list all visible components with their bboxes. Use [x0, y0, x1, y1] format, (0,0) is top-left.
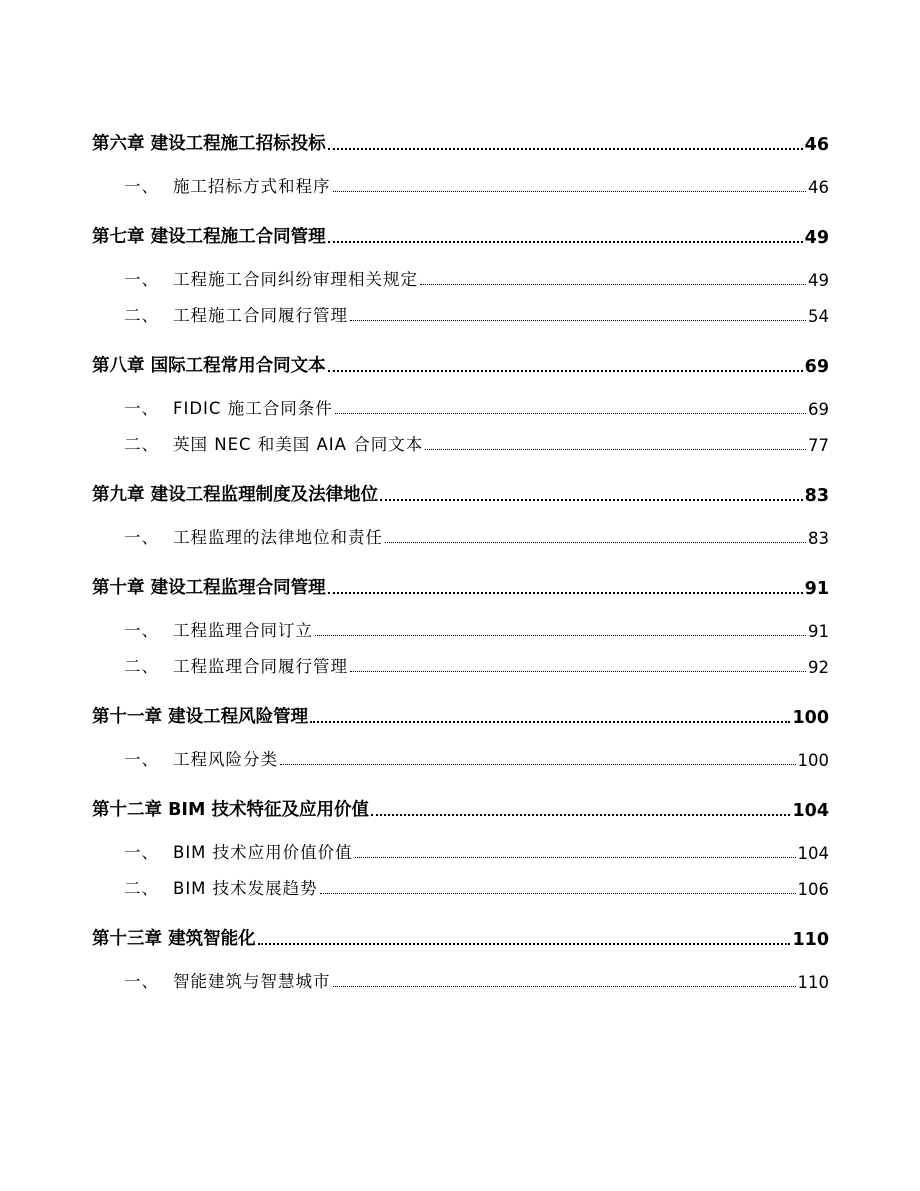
dot-leader	[310, 718, 790, 723]
toc-entry-title: 工程监理合同履行管理	[173, 657, 348, 676]
dot-leader	[333, 188, 807, 192]
toc-entry-title: 工程监理合同订立	[173, 621, 313, 640]
toc-entry-number: 二、	[124, 435, 159, 454]
toc-chapter-entry[interactable]	[92, 560, 829, 599]
dot-leader	[328, 145, 803, 150]
toc-entry-number: 二、	[124, 306, 159, 325]
toc-page-number: 110	[797, 973, 829, 992]
toc-chapter-entry[interactable]	[92, 782, 829, 821]
dot-leader	[355, 854, 796, 858]
toc-section-entry[interactable]	[92, 827, 829, 863]
toc-entry-title: BIM 技术发展趋势	[173, 879, 318, 898]
toc-entry-title: 施工招标方式和程序	[173, 177, 331, 196]
toc-entry-number: 一、	[124, 972, 159, 991]
toc-entry-number: 一、	[124, 399, 159, 418]
toc-entry-number: 二、	[124, 657, 159, 676]
dot-leader	[333, 983, 796, 987]
dot-leader	[335, 410, 806, 414]
toc-entry-title: FIDIC 施工合同条件	[173, 399, 333, 418]
toc-entry-title: 第十二章 BIM 技术特征及应用价值	[92, 800, 369, 820]
dot-leader	[258, 940, 791, 945]
toc-page-number: 100	[792, 708, 829, 728]
toc-page-number: 83	[808, 529, 829, 548]
toc-page-number: 77	[808, 436, 829, 455]
dot-leader	[371, 811, 791, 816]
dot-leader	[380, 496, 803, 501]
toc-entry-title: 第十三章 建筑智能化	[92, 929, 256, 949]
toc-page-number: 100	[797, 751, 829, 770]
dot-leader	[328, 238, 803, 243]
toc-page-number: 106	[797, 880, 829, 899]
dot-leader	[280, 761, 796, 765]
toc-page-number: 49	[808, 271, 829, 290]
dot-leader	[425, 446, 806, 450]
toc-entry-title: BIM 技术应用价值价值	[173, 843, 353, 862]
toc-page-number: 110	[792, 930, 829, 950]
toc-page-number: 104	[797, 844, 829, 863]
toc-entry-number: 一、	[124, 621, 159, 640]
toc-page-number: 49	[804, 228, 829, 248]
toc-entry-title: 第十章 建设工程监理合同管理	[92, 578, 326, 598]
toc-entry-number: 一、	[124, 270, 159, 289]
toc-section-entry[interactable]	[92, 419, 829, 455]
toc-entry-title: 智能建筑与智慧城市	[173, 972, 331, 991]
toc-section-entry[interactable]	[92, 254, 829, 290]
toc-chapter-entry[interactable]	[92, 209, 829, 248]
toc-entry-number: 一、	[124, 843, 159, 862]
toc-section-entry[interactable]	[92, 863, 829, 899]
dot-leader	[350, 317, 806, 321]
toc-chapter-entry[interactable]	[92, 338, 829, 377]
toc-entry-title: 工程风险分类	[173, 750, 278, 769]
toc-entry-title: 第九章 建设工程监理制度及法律地位	[92, 485, 379, 505]
toc-page-number: 54	[808, 307, 829, 326]
dot-leader	[350, 668, 806, 672]
toc-chapter-entry[interactable]	[92, 689, 829, 728]
toc-entry-title: 工程施工合同履行管理	[173, 306, 348, 325]
dot-leader	[328, 589, 803, 594]
toc-entry-title: 工程监理的法律地位和责任	[173, 528, 383, 547]
dot-leader	[420, 281, 806, 285]
toc-entry-title: 第八章 国际工程常用合同文本	[92, 356, 326, 376]
toc-section-entry[interactable]	[92, 605, 829, 641]
toc-entry-number: 一、	[124, 177, 159, 196]
dot-leader	[320, 890, 796, 894]
toc-entry-title: 英国 NEC 和美国 AIA 合同文本	[173, 435, 424, 454]
dot-leader	[315, 632, 806, 636]
toc-page-number: 91	[808, 622, 829, 641]
toc-entry-title: 第七章 建设工程施工合同管理	[92, 227, 326, 247]
toc-chapter-entry[interactable]	[92, 467, 829, 506]
toc-section-entry[interactable]	[92, 383, 829, 419]
toc-chapter-entry[interactable]	[92, 911, 829, 950]
dot-leader	[328, 367, 803, 372]
toc-page-number: 83	[804, 486, 829, 506]
toc-page-number: 91	[804, 579, 829, 599]
toc-entry-number: 二、	[124, 879, 159, 898]
toc-section-entry[interactable]	[92, 641, 829, 677]
toc-page-number: 69	[804, 357, 829, 377]
toc-page-number: 46	[808, 178, 829, 197]
toc-page-number: 46	[804, 135, 829, 155]
dot-leader	[385, 539, 806, 543]
toc-entry-title: 工程施工合同纠纷审理相关规定	[173, 270, 418, 289]
toc-section-entry[interactable]	[92, 956, 829, 992]
toc-section-entry[interactable]	[92, 161, 829, 197]
toc-entry-title: 第六章 建设工程施工招标投标	[92, 134, 326, 154]
toc-page-number: 92	[808, 658, 829, 677]
table-of-contents	[92, 116, 829, 992]
toc-page-number: 69	[808, 400, 829, 419]
toc-page-number: 104	[792, 801, 829, 821]
toc-section-entry[interactable]	[92, 290, 829, 326]
toc-entry-number: 一、	[124, 750, 159, 769]
toc-entry-number: 一、	[124, 528, 159, 547]
toc-chapter-entry[interactable]	[92, 116, 829, 155]
toc-section-entry[interactable]	[92, 734, 829, 770]
toc-section-entry[interactable]	[92, 512, 829, 548]
toc-entry-title: 第十一章 建设工程风险管理	[92, 707, 309, 727]
